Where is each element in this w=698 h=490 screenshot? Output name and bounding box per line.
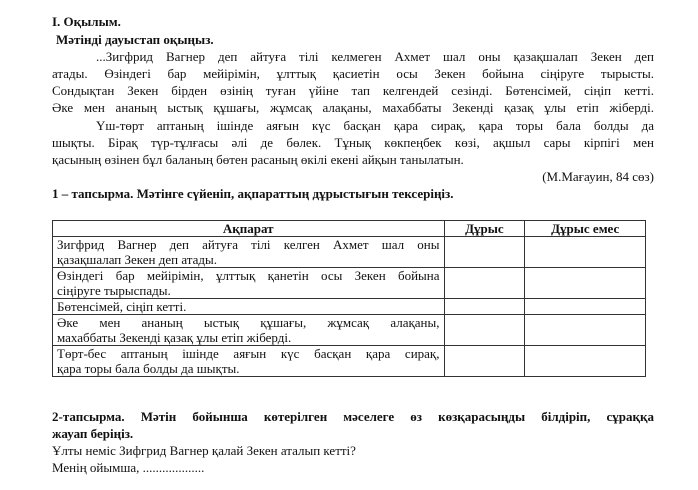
statement-line: Зигфрид Вагнер деп айтуға тілі келген Ахмет шал оны: [57, 237, 440, 252]
info-table: [52, 220, 646, 377]
answer-prompt[interactable]: Менің ойымша, ...................: [52, 460, 205, 475]
question-text: Ұлты неміс Зифгрид Вагнер қалай Зекен аталып кетті?: [52, 443, 356, 458]
paragraph2-line-2: шықты. Бірақ түр-тұлғасы әлі де бөлек. Тұнық көкпеңбек көзі, ақшыл сары кірпігі мен: [52, 135, 654, 150]
statement-line: Төрт-бес аптаның ішінде аяғын күс басқан қара сирақ,: [57, 346, 440, 361]
header-correct: Дұрыс: [444, 221, 525, 237]
statement-line: Әке мен ананың ыстық құшағы, жұмсақ алақаны,: [57, 315, 440, 330]
section-heading: I. Оқылым.: [52, 14, 121, 29]
paragraph1-line-4: Әке мен ананың ыстық құшағы, жұмсақ алақаны, махаббаты Зекенді қазақ ұлы етіп жіберді.: [52, 100, 654, 115]
statement-line: қазақшалап Зекен деп атады.: [57, 252, 217, 267]
incorrect-cell[interactable]: [525, 346, 646, 377]
task2-title-line-2: жауап беріңіз.: [52, 426, 134, 441]
paragraph1-line-1: ...Зигфрид Вагнер деп айтуға тілі келмеген Ахмет шал оны қазақшалап Зекен деп: [96, 49, 654, 64]
incorrect-cell[interactable]: [525, 299, 646, 315]
correct-cell[interactable]: [444, 315, 525, 346]
paragraph2-line-1: Үш-төрт аптаның ішінде аяғын күс басқан қара сирақ, қара торы бала болды да: [96, 118, 654, 133]
header-incorrect: Дұрыс емес: [525, 221, 646, 237]
incorrect-cell[interactable]: [525, 237, 646, 268]
statement-line: сіңіруге тырыспады.: [57, 283, 171, 298]
statement-cell: [53, 299, 445, 315]
table-row: [53, 299, 646, 315]
correct-cell[interactable]: [444, 299, 525, 315]
statement-cell: [53, 268, 445, 299]
task1-title: 1 – тапсырма. Мәтінге сүйеніп, ақпараттың дұрыстығын тексеріңіз.: [52, 186, 454, 201]
correct-cell[interactable]: [444, 237, 525, 268]
statement-line: қара торы бала болды да шықты.: [57, 361, 240, 376]
table-row: [53, 237, 646, 268]
statement-cell: [53, 237, 445, 268]
statement-line: Өзіндегі бар мейірімін, ұлттық қанетін осы Зекен бойына: [57, 268, 440, 283]
table-row: [53, 268, 646, 299]
statement-line: махаббаты Зекенді қазақ ұлы етіп жіберді.: [57, 330, 292, 345]
statement-cell: [53, 315, 445, 346]
paragraph2-line-3: қасының өзінен бұл баланың бөтен расаның өкілі екені айқын танылатын.: [52, 152, 464, 167]
paragraph1-line-3: Сондықтан Зекен бірден өзінің туған үйіне тап келгендей сезінді. Бөтенсімей, сіңіп кетті.: [52, 83, 654, 98]
table-row: [53, 315, 646, 346]
header-info: Ақпарат: [53, 221, 445, 237]
incorrect-cell[interactable]: [525, 315, 646, 346]
table-header-row: [53, 221, 646, 237]
task2-title-line-1: 2-тапсырма. Мәтін бойынша көтерілген мәселеге өз көзқарасыңды білдіріп, сұраққа: [52, 409, 654, 424]
table-row: [53, 346, 646, 377]
statement-cell: [53, 346, 445, 377]
incorrect-cell[interactable]: [525, 268, 646, 299]
correct-cell[interactable]: [444, 346, 525, 377]
reading-instruction: Мәтінді дауыстап оқыңыз.: [56, 32, 214, 47]
citation: (М.Мағауин, 84 сөз): [542, 169, 654, 184]
correct-cell[interactable]: [444, 268, 525, 299]
statement-line: Бөтенсімей, сіңіп кетті.: [57, 299, 187, 314]
paragraph1-line-2: атады. Өзіндегі бар мейірімін, ұлттық қасиетін осы Зекен бойына сіңіруге тырысты.: [52, 66, 654, 81]
